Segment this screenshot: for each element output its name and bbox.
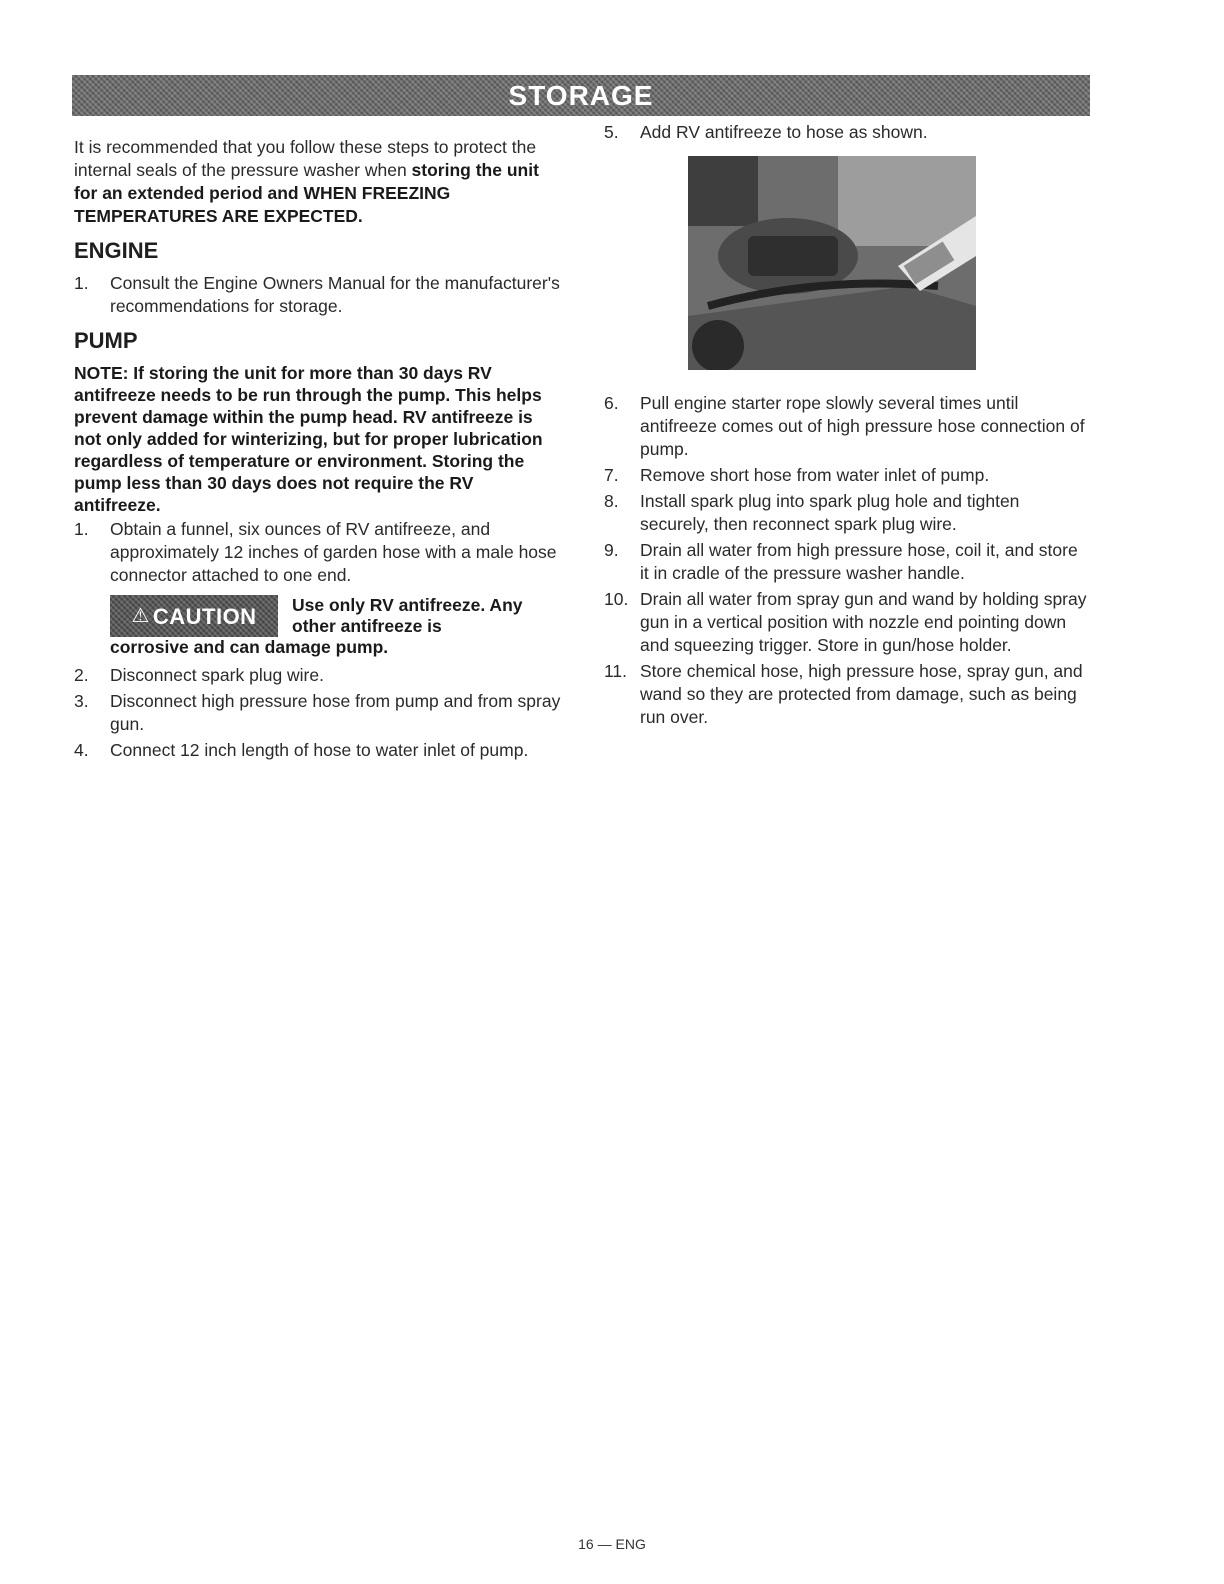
page-footer: 16 — ENG: [578, 1536, 646, 1552]
pump-steps-c: [604, 121, 1090, 144]
list-item: [74, 690, 564, 736]
list-item: [604, 588, 1090, 657]
caution-box: [110, 595, 564, 658]
warning-triangle-icon: ⚠: [131, 604, 150, 627]
pump-steps-d: [604, 392, 1090, 729]
list-item: [74, 518, 564, 587]
intro-text: It is recommended that you follow these steps to protect the internal seals of the pressure washer when: [74, 137, 537, 180]
step-number: 1.: [74, 519, 89, 539]
left-column: [74, 136, 564, 765]
pump-note: NOTE: If storing the unit for more than 30 days RV antifreeze needs to be run through the pump. This helps prevent damage within the pump head. RV antifreeze is not only added for winterizing, but for proper lubrication regardless of temperature or environment. Storing the pump less than 30 days does not require the RV antifreeze.: [74, 363, 543, 515]
antifreeze-photo: [688, 156, 976, 370]
step-text: Obtain a funnel, six ounces of RV antifreeze, and approximately 12 inches of garden hose with a male hose connector attached to one end.: [110, 519, 557, 585]
caution-text-bottom: corrosive and can damage pump.: [110, 637, 389, 657]
list-item: [74, 272, 564, 318]
pump-steps-a: [74, 518, 564, 587]
engine-steps: [74, 272, 564, 318]
step-number: 4.: [74, 740, 89, 760]
pump-heading: PUMP: [74, 328, 138, 353]
step-text: Disconnect spark plug wire.: [110, 665, 324, 685]
step-number: 11.: [604, 661, 628, 681]
list-item: [604, 660, 1090, 729]
caution-label: CAUTION: [152, 603, 257, 629]
step-text: Add RV antifreeze to hose as shown.: [640, 122, 928, 142]
step-number: 7.: [604, 465, 619, 485]
engine-heading: ENGINE: [74, 238, 159, 263]
step-text: Store chemical hose, high pressure hose, spray gun, and wand so they are protected from damage, such as being run over.: [640, 661, 1083, 727]
step-text: Connect 12 inch length of hose to water inlet of pump.: [110, 740, 529, 760]
list-item: [74, 664, 564, 687]
list-item: [604, 464, 1090, 487]
step-text: Remove short hose from water inlet of pump.: [640, 465, 990, 485]
list-item: [604, 121, 1090, 144]
step-text: Drain all water from high pressure hose, coil it, and store it in cradle of the pressure washer handle.: [640, 540, 1078, 583]
step-text: Drain all water from spray gun and wand by holding spray gun in a vertical position with nozzle end pointing down and squeezing trigger. Store in gun/hose holder.: [640, 589, 1087, 655]
step-number: 1.: [74, 273, 89, 293]
step-number: 3.: [74, 691, 89, 711]
title-banner: [72, 75, 1090, 116]
list-item: [604, 392, 1090, 461]
pump-steps-b: [74, 664, 564, 762]
step-text: Consult the Engine Owners Manual for the manufacturer's recommendations for storage.: [110, 273, 560, 316]
intro-paragraph: [74, 136, 564, 228]
step-number: 10.: [604, 589, 629, 609]
intro-bold-text: storing the unit for an extended period and WHEN FREEZING TEMPERATURES ARE EXPECTED.: [74, 160, 539, 226]
page-title: STORAGE: [508, 79, 654, 111]
caution-badge: [110, 595, 278, 637]
right-column: [604, 121, 1090, 732]
step-number: 5.: [604, 122, 619, 142]
caution-text-top: Use only RV antifreeze. Any other antifreeze is: [292, 595, 523, 636]
list-item: [604, 490, 1090, 536]
step-number: 6.: [604, 393, 619, 413]
step-number: 9.: [604, 540, 619, 560]
step-number: 2.: [74, 665, 89, 685]
step-text: Pull engine starter rope slowly several times until antifreeze comes out of high pressure hose connection of pump.: [640, 393, 1085, 459]
step-text: Disconnect high pressure hose from pump and from spray gun.: [110, 691, 561, 734]
step-text: Install spark plug into spark plug hole and tighten securely, then reconnect spark plug wire.: [640, 491, 1020, 534]
step-number: 8.: [604, 491, 619, 511]
pump-illustration: [688, 156, 976, 370]
list-item: [604, 539, 1090, 585]
list-item: [74, 739, 564, 762]
